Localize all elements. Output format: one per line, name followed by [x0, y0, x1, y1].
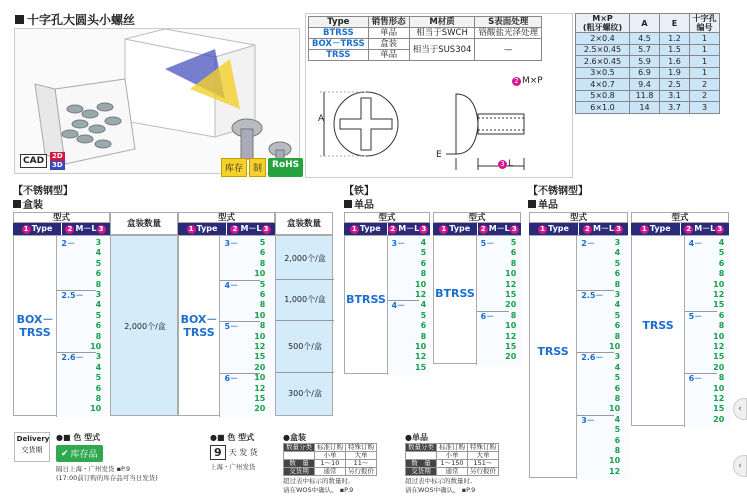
type-cell: TRSS	[309, 50, 369, 61]
model-grid	[529, 235, 628, 478]
ml-col-header: 2 M－L 3	[478, 223, 522, 235]
model-grid	[433, 235, 521, 364]
m-size: 6－	[224, 374, 239, 384]
l-length: 6	[614, 383, 621, 393]
l-length: 8	[95, 279, 102, 289]
l-length: 15	[713, 352, 725, 362]
l-length: 4	[614, 362, 621, 372]
delivery-box: Delivery 交货期	[14, 432, 50, 462]
spec-cell: 2×0.4	[576, 33, 630, 45]
type-label: BTRSS	[435, 287, 475, 301]
spec-cell: 2.6×0.45	[576, 56, 630, 68]
spec-cell: 1.6	[660, 56, 690, 68]
l-length: 10	[505, 269, 517, 279]
l-length: 6	[510, 248, 517, 258]
l-length: 5	[614, 425, 621, 435]
type-ml-header	[631, 223, 729, 235]
l-length: 8	[420, 269, 427, 279]
type-col-header: 1 Type	[178, 223, 227, 235]
l-length: 5	[718, 248, 725, 258]
m-size: 2－	[61, 239, 75, 248]
ml-column	[219, 236, 276, 417]
page-title: 十字孔大圆头小螺丝	[15, 11, 135, 28]
spec-cell: 2.5×0.45	[576, 44, 630, 56]
l-length: 15	[254, 394, 266, 403]
spec-cell: 3	[690, 102, 720, 114]
qty-header: 盒装数量	[110, 212, 178, 235]
l-length: 6	[95, 269, 102, 279]
l-length: 4	[420, 238, 427, 247]
spec-row	[576, 56, 720, 68]
model-header: 型式	[344, 212, 430, 223]
l-length: 10	[609, 456, 621, 466]
l-length: 6	[718, 310, 725, 320]
l-length: 5	[420, 310, 427, 320]
model-header: 型式	[433, 212, 521, 223]
spec-row	[576, 90, 720, 102]
l-length: 15	[415, 362, 427, 372]
spec-row	[576, 33, 720, 45]
l-length: 6	[420, 321, 427, 331]
type-col-header: 1 Type	[631, 223, 681, 235]
l-length: 6	[259, 290, 266, 299]
l-length: 6	[614, 435, 621, 445]
type-cell: BTRSS	[309, 28, 369, 39]
screw-diagram	[306, 74, 574, 179]
type-diagram-panel	[305, 13, 573, 178]
page-ref-icon: ▪	[339, 486, 345, 494]
surface-cell: 铬酸盐光泽处理	[475, 28, 542, 39]
th-type: Type	[309, 17, 369, 28]
material-cell: 相当于SUS304	[409, 39, 475, 61]
l-length: 10	[609, 342, 621, 351]
l-length: 5	[259, 238, 266, 247]
l-length: 20	[713, 362, 725, 372]
l-length: 20	[254, 404, 266, 414]
l-length: 4	[95, 248, 102, 258]
l-length: 12	[505, 331, 517, 341]
l-length: 6	[95, 383, 102, 393]
l-length: 4	[614, 248, 621, 258]
m-size: 4－	[224, 280, 239, 290]
subsection-box: 盒装	[13, 196, 43, 211]
l-length: 3	[614, 238, 621, 247]
spec-cell: 1.2	[660, 33, 690, 45]
qty-cell: 500个/盒	[276, 321, 334, 373]
l-length: 3	[614, 352, 621, 362]
model-header: 型式	[529, 212, 628, 223]
l-length: 15	[254, 352, 266, 362]
legend-9days: ●■ 色 型式 9 天 发 货 上海・广州发货	[210, 433, 258, 471]
spec-cell: 1	[690, 56, 720, 68]
ml-col-header: 2 M－L 3	[388, 223, 431, 235]
type-ml-header	[13, 223, 110, 235]
spec-cell: 11.8	[630, 90, 660, 102]
qty-cell: 2,000个/盒	[276, 238, 334, 280]
ml-col-header: 2 M－L 3	[227, 223, 275, 235]
type-label: BTRSS	[346, 292, 386, 306]
m-size: 2.6－	[61, 353, 84, 363]
model-grid	[178, 235, 275, 416]
l-length: 20	[254, 362, 266, 372]
ml-column	[476, 236, 522, 365]
l-length: 5	[95, 258, 102, 268]
m-size: 2.6－	[581, 353, 604, 363]
l-length: 12	[713, 394, 725, 403]
type-ml-header	[433, 223, 521, 235]
type-label: BOX－ TRSS	[16, 313, 54, 340]
l-length: 5	[259, 279, 266, 289]
model-header: 型式	[178, 212, 275, 223]
l-length: 4	[614, 300, 621, 310]
cad-badge: CAD	[20, 154, 47, 168]
model-grid	[344, 235, 430, 374]
material-cell: 相当于SWCH	[409, 28, 475, 39]
l-length: 4	[420, 300, 427, 310]
cad-dim-badge: 2D 3D	[52, 152, 63, 169]
type-col-header: 1 Type	[344, 223, 388, 235]
rohs-badge: RoHS	[268, 158, 303, 177]
l-length: 3	[95, 290, 102, 299]
type-col-header: 1 Type	[13, 223, 62, 235]
qty-column	[275, 235, 333, 416]
qty-cell: 1,000个/盒	[276, 280, 334, 322]
spec-cell: 1.5	[660, 44, 690, 56]
legend-stock: ●■ 色 型式 ✔ 库存品 隔日上海・广州发货 ▪P.9 (17:00前订购的库存品可当日发货)	[56, 433, 158, 482]
th-hole: 十字孔 编号	[690, 14, 720, 33]
l-length: 8	[259, 300, 266, 310]
l-length: 6	[95, 321, 102, 331]
l-length: 8	[95, 331, 102, 341]
l-length: 10	[254, 331, 266, 341]
l-length: 12	[713, 342, 725, 351]
l-length: 10	[415, 279, 427, 289]
l-length: 8	[510, 258, 517, 268]
m-size: 5－	[480, 239, 495, 248]
type-ml-header	[529, 223, 628, 235]
l-length: 6	[718, 258, 725, 268]
l-length: 20	[505, 352, 517, 362]
l-length: 8	[718, 269, 725, 279]
badge-row	[20, 152, 65, 170]
l-length: 6	[614, 269, 621, 279]
spec-cell: 1.9	[660, 67, 690, 79]
check-icon: ✔	[61, 448, 69, 459]
spec-cell: 14	[630, 102, 660, 114]
l-length: 12	[254, 383, 266, 393]
m-size: 2.5－	[581, 291, 604, 300]
form-cell: 单品	[368, 28, 409, 39]
ml-column	[56, 236, 111, 417]
subsection-single-sus: 单品	[528, 196, 558, 211]
l-length: 3	[614, 290, 621, 299]
single-qty-table: 数量分类 标准订购 特殊订购 小单 大单 数 量 1～150 151～ 交货期 通常 另行报价	[405, 443, 499, 476]
l-length: 5	[614, 258, 621, 268]
l-length: 5	[95, 373, 102, 383]
qty-cell: 2,000个/盒	[124, 321, 166, 331]
model-header: 型式	[13, 212, 110, 223]
model-grid	[13, 235, 110, 416]
dim-e: E	[436, 150, 442, 160]
th-mxp: M×P (粗牙螺纹)	[576, 14, 630, 33]
spec-row	[576, 102, 720, 114]
l-length: 12	[415, 352, 427, 362]
l-length: 15	[505, 342, 517, 351]
l-length: 8	[718, 373, 725, 383]
l-length: 8	[614, 279, 621, 289]
l-length: 6	[259, 248, 266, 258]
l-length: 8	[259, 258, 266, 268]
form-cell: 盒装	[368, 39, 409, 50]
model-grid	[631, 235, 729, 426]
m-size: 6－	[480, 311, 495, 321]
l-length: 12	[415, 290, 427, 299]
l-length: 10	[713, 279, 725, 289]
l-length: 20	[505, 300, 517, 310]
spec-table	[575, 13, 720, 114]
l-length: 10	[713, 383, 725, 393]
type-cell: BOX－TRSS	[309, 39, 369, 50]
spec-cell: 3.1	[660, 90, 690, 102]
l-length: 8	[420, 331, 427, 341]
l-length: 12	[609, 466, 621, 476]
l-length: 12	[713, 290, 725, 299]
th-surface: S表面处理	[475, 17, 542, 28]
l-length: 4	[614, 414, 621, 424]
box-qty-table: 数量分类 标准订购 特殊订购 小单 大单 数 量 1～10 11～ 交货期 通常 另行报价	[283, 443, 377, 476]
l-length: 12	[254, 342, 266, 351]
l-length: 10	[254, 269, 266, 279]
scroll-up-button[interactable]: ‹	[733, 398, 747, 420]
ml-col-header: 2 M－L 3	[62, 223, 110, 235]
m-size: 4－	[391, 301, 406, 311]
spec-cell: 9.4	[630, 79, 660, 91]
l-length: 10	[505, 321, 517, 331]
m-size: 3－	[224, 239, 239, 248]
spec-cell: 6.9	[630, 67, 660, 79]
th-material: M材质	[409, 17, 475, 28]
l-length: 8	[95, 394, 102, 403]
l-length: 20	[713, 414, 725, 424]
l-length: 8	[510, 310, 517, 320]
dim-mxp: 2 M×P	[512, 76, 543, 86]
qty-cell: 300个/盒	[288, 389, 322, 399]
l-length: 10	[254, 373, 266, 383]
ml-col-header: 2 M－L 3	[681, 223, 730, 235]
dim-a: A	[318, 114, 325, 124]
spec-cell: 1	[690, 44, 720, 56]
section-stainless-2: 【不锈钢型】	[528, 186, 588, 197]
ml-col-header: 2 M－L 3	[579, 223, 628, 235]
stock-badge: 库存	[221, 158, 247, 177]
l-length: 8	[614, 446, 621, 455]
spec-table-wrap	[575, 13, 720, 114]
l-length: 3	[95, 352, 102, 362]
th-a: A	[630, 14, 660, 33]
l-length: 4	[95, 300, 102, 310]
section-iron: 【铁】	[344, 186, 374, 197]
spec-cell: 2.5	[660, 79, 690, 91]
l-length: 3	[95, 238, 102, 247]
l-length: 8	[259, 321, 266, 331]
ml-column	[576, 236, 629, 479]
l-length: 5	[420, 248, 427, 258]
spec-row	[576, 67, 720, 79]
m-size: 3－	[581, 415, 595, 425]
l-length: 10	[415, 342, 427, 351]
l-length: 6	[614, 321, 621, 331]
l-length: 12	[505, 279, 517, 289]
ml-column	[684, 236, 730, 427]
m-size: 5－	[688, 311, 703, 321]
label-badges	[221, 158, 303, 177]
legend-single-qty: ●单品 数量分类 标准订购 特殊订购 小单 大单 数 量 1～150 151～ 交货期 通常 另行报价 超过表中标示的数量时, 请在WOS中确认。 ▪P.9	[405, 432, 499, 494]
th-e: E	[660, 14, 690, 33]
section-stainless: 【不锈钢型】	[13, 186, 73, 197]
l-length: 5	[614, 373, 621, 383]
th-form: 销售形态	[368, 17, 409, 28]
form-cell: 单品	[368, 50, 409, 61]
spec-cell: 5×0.8	[576, 90, 630, 102]
spec-cell: 4.5	[630, 33, 660, 45]
l-length: 4	[95, 362, 102, 372]
type-label: BOX－ TRSS	[180, 313, 218, 340]
l-length: 15	[713, 300, 725, 310]
l-length: 10	[90, 342, 102, 351]
spec-cell: 1	[690, 67, 720, 79]
spec-cell: 3×0.5	[576, 67, 630, 79]
l-length: 10	[254, 310, 266, 320]
type-ml-header	[344, 223, 430, 235]
spec-cell: 5.7	[630, 44, 660, 56]
page-ref-icon: ▪	[461, 486, 467, 494]
l-length: 5	[95, 310, 102, 320]
l-length: 5	[614, 310, 621, 320]
m-size: 6－	[688, 374, 703, 384]
spec-cell: 2	[690, 90, 720, 102]
m-size: 3－	[391, 239, 406, 248]
spec-row	[576, 79, 720, 91]
qty-header: 盒装数量	[275, 212, 333, 235]
type-label: TRSS	[537, 344, 569, 358]
m-size: 2.5－	[61, 291, 84, 300]
l-length: 15	[505, 290, 517, 299]
l-length: 4	[718, 238, 725, 247]
subsection-single-iron: 单品	[344, 196, 374, 211]
l-length: 8	[718, 321, 725, 331]
m-size: 4－	[688, 239, 703, 248]
made-badge: 制	[249, 158, 266, 177]
spec-cell: 6×1.0	[576, 102, 630, 114]
l-length: 10	[713, 331, 725, 341]
legend-box-qty: ●盒装 数量分类 标准订购 特殊订购 小单 大单 数 量 1～10 11～ 交货期 通常 另行报价 超过表中标示的数量时, 请在WOS中确认。 ▪P.9	[283, 432, 377, 494]
spec-cell: 2	[690, 79, 720, 91]
l-length: 10	[90, 404, 102, 414]
spec-cell: 3.7	[660, 102, 690, 114]
type-table	[308, 16, 542, 61]
surface-cell: —	[475, 39, 542, 61]
stock-badge-legend: ✔ 库存品	[56, 445, 103, 462]
l-length: 6	[420, 258, 427, 268]
l-length: 15	[713, 404, 725, 414]
m-size: 5－	[224, 322, 239, 332]
scroll-down-button[interactable]: ‹	[733, 455, 747, 477]
spec-row	[576, 44, 720, 56]
qty-column	[110, 235, 178, 416]
l-length: 8	[614, 331, 621, 341]
type-label: TRSS	[642, 318, 674, 332]
spec-cell: 4×0.7	[576, 79, 630, 91]
l-length: 10	[609, 404, 621, 414]
type-col-header: 1 Type	[433, 223, 478, 235]
dim-l: 3 L	[498, 159, 513, 169]
ml-column	[387, 236, 431, 375]
m-size: 2－	[581, 239, 595, 248]
spec-cell: 1	[690, 33, 720, 45]
l-length: 8	[614, 394, 621, 403]
spec-cell: 5.9	[630, 56, 660, 68]
page-ref-icon: ▪	[116, 465, 121, 473]
l-length: 5	[510, 238, 517, 247]
type-ml-header	[178, 223, 275, 235]
type-col-header: 1 Type	[529, 223, 579, 235]
model-header: 型式	[631, 212, 729, 223]
